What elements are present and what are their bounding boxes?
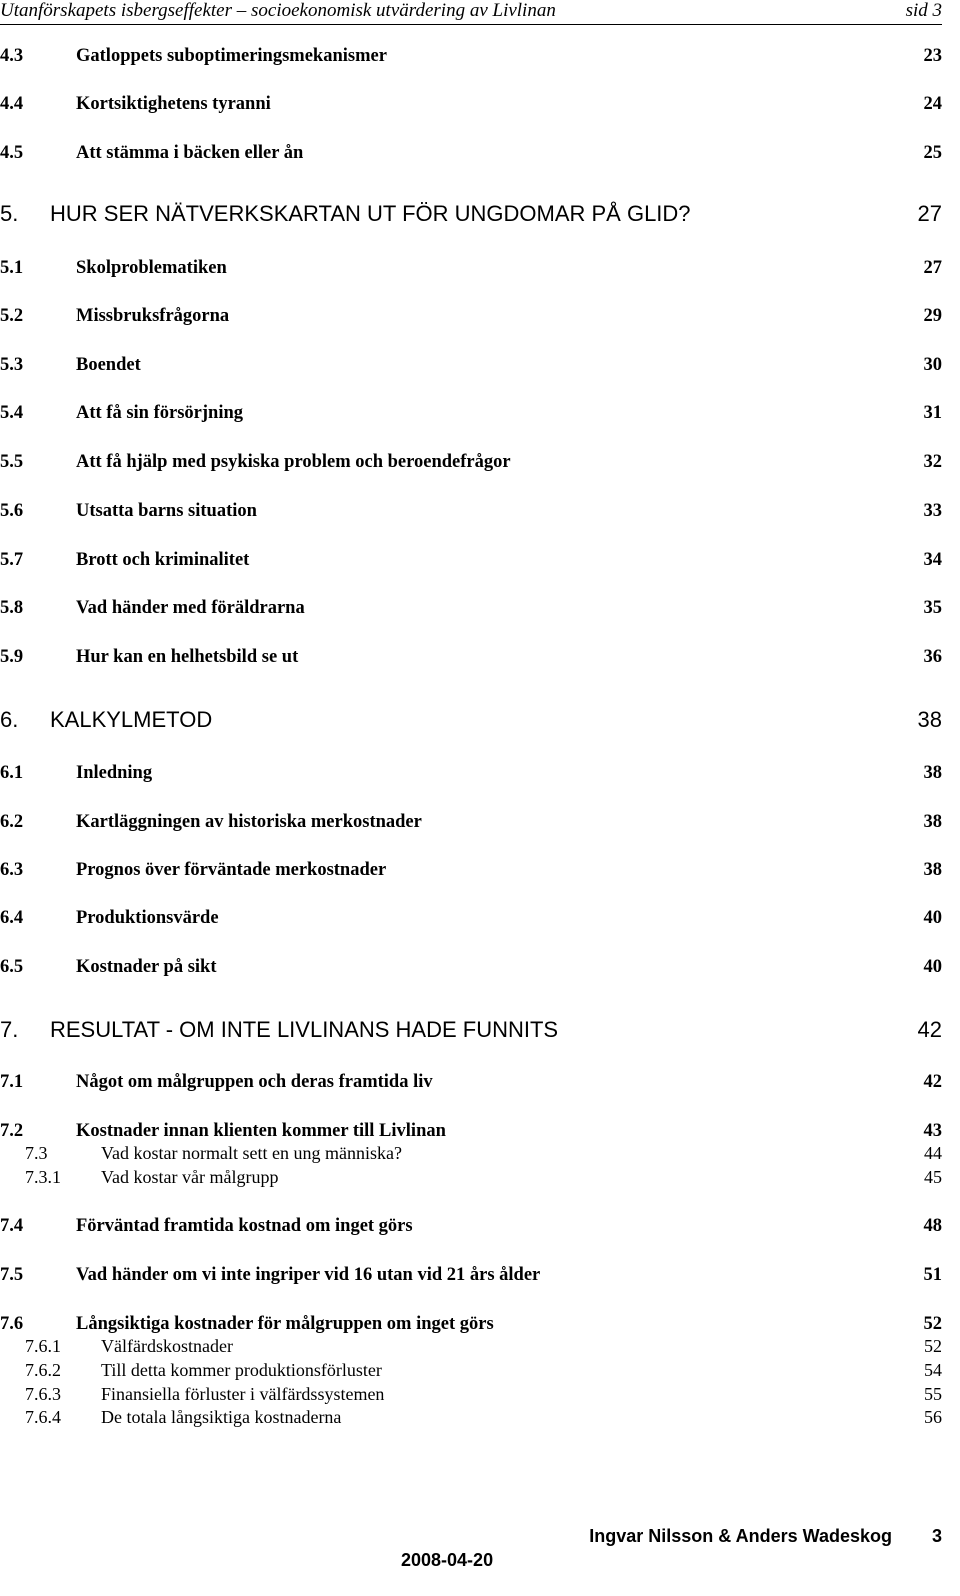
toc-title: Vad händer med föräldrarna [76, 597, 305, 618]
toc-number: 7.5 [0, 1264, 24, 1285]
toc-page: 56 [924, 1406, 942, 1427]
toc-page: 42 [923, 1071, 942, 1092]
toc-number: 7.4 [0, 1215, 24, 1236]
toc-page: 38 [923, 762, 942, 783]
toc-number: 6.5 [0, 956, 24, 977]
toc-title: Missbruksfrågorna [76, 305, 230, 326]
toc-entry-4-4[interactable] [0, 90, 942, 118]
toc-number: 6.3 [0, 859, 24, 880]
toc-number: 7.3.1 [25, 1166, 61, 1187]
toc-page: 52 [924, 1335, 942, 1356]
toc-title: Inledning [76, 762, 153, 783]
toc-title: Kostnader på sikt [76, 956, 217, 977]
toc-entry-7-3[interactable] [0, 1142, 942, 1164]
toc-number: 7.6.4 [25, 1406, 61, 1427]
toc-page: 27 [923, 257, 942, 278]
toc-entry-5-3[interactable] [0, 351, 942, 379]
toc-entry-7-3-1[interactable] [0, 1166, 942, 1188]
footer-page-number: 3 [931, 1526, 942, 1546]
header-rule [0, 24, 942, 25]
toc-number: 5.8 [0, 597, 24, 618]
toc-page: 43 [923, 1120, 942, 1141]
toc-number: 7.3 [25, 1142, 48, 1163]
toc-entry-5-7[interactable] [0, 546, 942, 574]
toc-page: 54 [924, 1359, 942, 1380]
toc-title: Något om målgruppen och deras framtida liv [76, 1071, 433, 1092]
toc-title: Skolproblematiken [76, 257, 227, 278]
toc-entry-7-6-1[interactable] [0, 1335, 942, 1357]
toc-title: Hur kan en helhetsbild se ut [76, 646, 299, 667]
footer-authors [589, 1526, 942, 1547]
toc-entry-5-6[interactable] [0, 497, 942, 525]
toc-page: 25 [923, 142, 942, 163]
toc-number: 4.5 [0, 142, 24, 163]
running-header-title: Utanförskapets isbergseffekter – socioekonomisk utvärdering av Livlinan [0, 0, 556, 21]
toc-page: 27 [917, 201, 942, 226]
toc-number: 6.4 [0, 907, 24, 928]
toc-title: Till detta kommer produktionsförluster [101, 1359, 382, 1380]
toc-title: Produktionsvärde [76, 907, 219, 928]
toc-entry-7[interactable] [0, 1016, 942, 1044]
toc-entry-5-1[interactable] [0, 254, 942, 282]
toc-title: Kartläggningen av historiska merkostnader [76, 811, 422, 832]
toc-page: 55 [924, 1383, 942, 1404]
toc-title: Vad händer om vi inte ingriper vid 16 utan vid 21 års ålder [76, 1264, 541, 1285]
toc-number: 4.3 [0, 45, 24, 66]
toc-entry-5-8[interactable] [0, 594, 942, 622]
toc-page: 32 [923, 451, 942, 472]
toc-page: 48 [923, 1215, 942, 1236]
toc-entry-7-5[interactable] [0, 1261, 942, 1289]
toc-entry-7-6-3[interactable] [0, 1383, 942, 1405]
toc-entry-7-4[interactable] [0, 1212, 942, 1240]
toc-entry-7-6-4[interactable] [0, 1406, 942, 1428]
toc-entry-5[interactable] [0, 200, 942, 228]
toc-page: 23 [923, 45, 942, 66]
toc-title: Förväntad framtida kostnad om inget görs [76, 1215, 413, 1236]
toc-title: Utsatta barns situation [76, 500, 257, 521]
toc-title: Välfärdskostnader [101, 1335, 233, 1356]
toc-page: 40 [923, 956, 942, 977]
toc-entry-5-4[interactable] [0, 399, 942, 427]
toc-number: 7.1 [0, 1071, 24, 1092]
toc-title: Finansiella förluster i välfärdssystemen [101, 1383, 385, 1404]
toc-entry-6[interactable] [0, 706, 942, 734]
toc-page: 35 [923, 597, 942, 618]
toc-title: Vad kostar normalt sett en ung människa? [101, 1142, 402, 1163]
toc-number: 5.9 [0, 646, 24, 667]
toc-number: 7.6 [0, 1313, 24, 1334]
toc-page: 45 [924, 1166, 942, 1187]
toc-entry-6-2[interactable] [0, 808, 942, 836]
toc-page: 36 [923, 646, 942, 667]
toc-title: Boendet [76, 354, 141, 375]
toc-number: 5.7 [0, 549, 24, 570]
toc-page: 29 [923, 305, 942, 326]
toc-entry-6-3[interactable] [0, 856, 942, 884]
toc-number: 7. [0, 1017, 19, 1042]
toc-number: 5.2 [0, 305, 24, 326]
toc-entry-5-9[interactable] [0, 643, 942, 671]
toc-entry-7-2[interactable] [0, 1117, 942, 1145]
toc-entry-6-1[interactable] [0, 759, 942, 787]
toc-title: KALKYLMETOD [50, 707, 213, 732]
toc-entry-6-4[interactable] [0, 904, 942, 932]
toc-entry-7-6[interactable] [0, 1310, 942, 1338]
toc-page: 24 [923, 93, 942, 114]
toc-entry-7-1[interactable] [0, 1068, 942, 1096]
toc-entry-5-2[interactable] [0, 302, 942, 330]
toc-page: 31 [923, 402, 942, 423]
toc-number: 6. [0, 707, 19, 732]
toc-page: 52 [923, 1313, 942, 1334]
toc-number: 4.4 [0, 93, 24, 114]
toc-title: Gatloppets suboptimeringsmekanismer [76, 45, 387, 66]
toc-page: 34 [923, 549, 942, 570]
toc-page: 38 [917, 707, 942, 732]
toc-number: 5.6 [0, 500, 24, 521]
toc-page: 40 [923, 907, 942, 928]
toc-number: 5.4 [0, 402, 24, 423]
toc-number: 5. [0, 201, 19, 226]
toc-title: Kortsiktighetens tyranni [76, 93, 271, 114]
toc-page: 51 [923, 1264, 942, 1285]
toc-entry-6-5[interactable] [0, 953, 942, 981]
toc-entry-7-6-2[interactable] [0, 1359, 942, 1381]
footer-authors-text: Ingvar Nilsson & Anders Wadeskog [589, 1526, 892, 1546]
toc-title: Brott och kriminalitet [76, 549, 250, 570]
toc-title: Kostnader innan klienten kommer till Livlinan [76, 1120, 446, 1141]
toc-title: HUR SER NÄTVERKSKARTAN UT FÖR UNGDOMAR PÅ GLID? [50, 201, 691, 226]
toc-title: Vad kostar vår målgrupp [101, 1166, 279, 1187]
toc-entry-4-5[interactable] [0, 139, 942, 167]
toc-number: 7.2 [0, 1120, 24, 1141]
toc-number: 6.2 [0, 811, 24, 832]
toc-page: 38 [923, 811, 942, 832]
toc-number: 6.1 [0, 762, 24, 783]
toc-page: 42 [917, 1017, 942, 1042]
toc-title: Att få hjälp med psykiska problem och beroendefrågor [76, 451, 511, 472]
toc-number: 7.6.3 [25, 1383, 61, 1404]
toc-number: 5.1 [0, 257, 24, 278]
toc-title: Att få sin försörjning [76, 402, 244, 423]
toc-entry-4-3[interactable] [0, 42, 942, 70]
toc-page: 44 [924, 1142, 942, 1163]
toc-number: 5.5 [0, 451, 24, 472]
toc-page: 38 [923, 859, 942, 880]
toc-page: 33 [923, 500, 942, 521]
toc-entry-5-5[interactable] [0, 448, 942, 476]
toc-title: Att stämma i bäcken eller ån [76, 142, 304, 163]
toc-number: 7.6.2 [25, 1359, 61, 1380]
toc-title: RESULTAT - OM INTE LIVLINANS HADE FUNNITS [50, 1017, 559, 1042]
toc-title: De totala långsiktiga kostnaderna [101, 1406, 342, 1427]
toc-number: 5.3 [0, 354, 24, 375]
toc-number: 7.6.1 [25, 1335, 61, 1356]
footer-date: 2008-04-20 [401, 1550, 494, 1570]
toc-page: 30 [923, 354, 942, 375]
toc-title: Långsiktiga kostnader för målgruppen om inget görs [76, 1313, 494, 1334]
running-header-page: sid 3 [905, 0, 942, 21]
toc-title: Prognos över förväntade merkostnader [76, 859, 387, 880]
